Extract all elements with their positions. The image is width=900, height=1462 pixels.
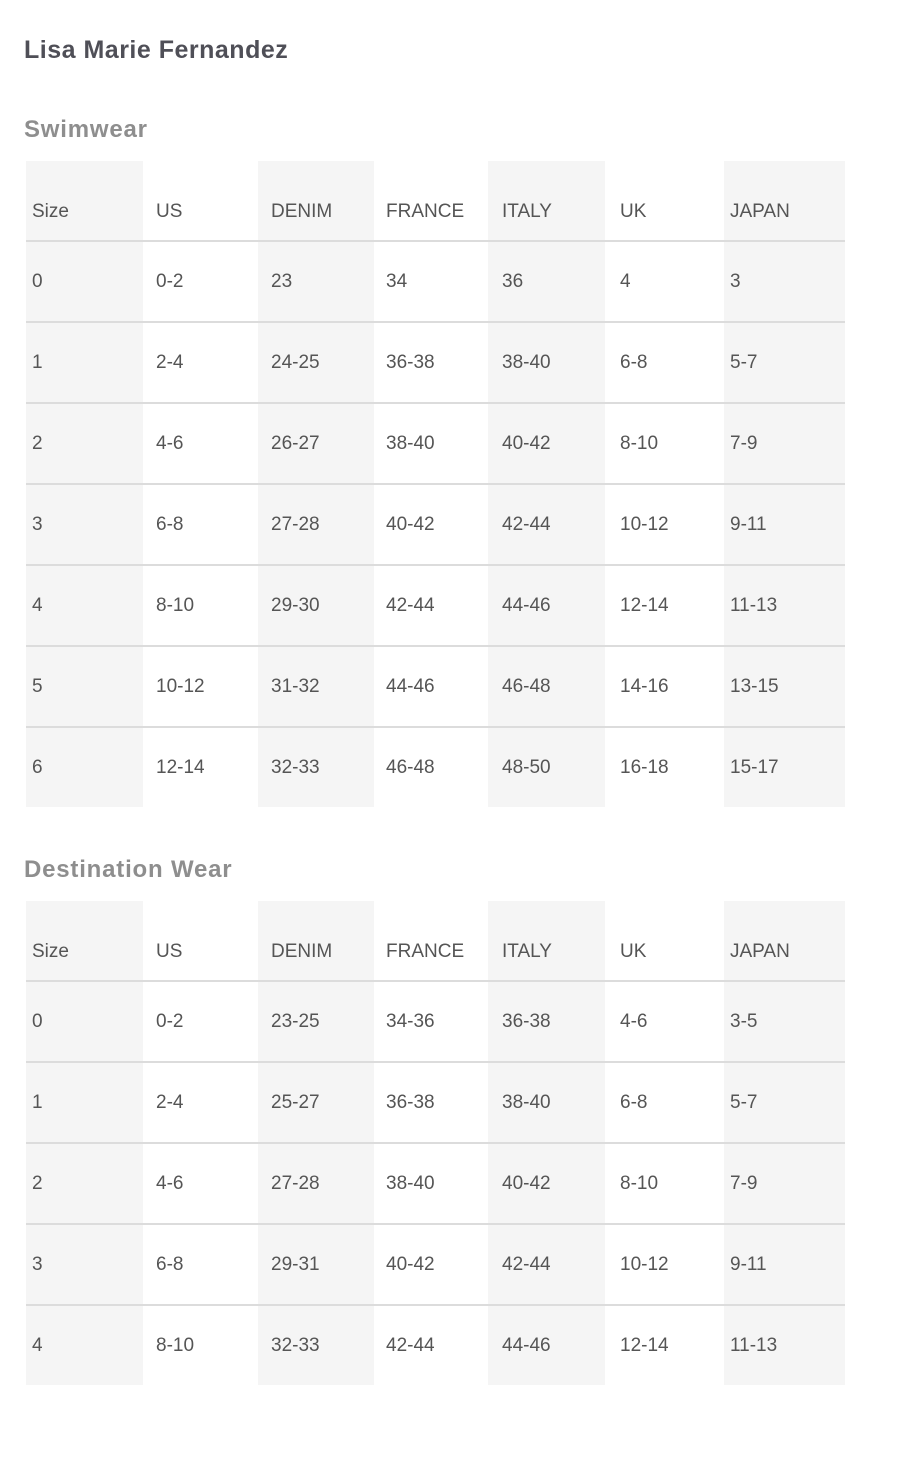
column-header-denim: DENIM bbox=[258, 161, 374, 241]
cell-france: 34 bbox=[374, 241, 488, 322]
section-title-swimwear: Swimwear bbox=[24, 116, 148, 143]
cell-japan: 3 bbox=[724, 241, 845, 322]
cell-italy: 38-40 bbox=[488, 322, 605, 403]
cell-italy: 46-48 bbox=[488, 646, 605, 727]
cell-denim: 27-28 bbox=[258, 484, 374, 565]
column-header-italy: ITALY bbox=[488, 901, 605, 981]
cell-size: 2 bbox=[26, 403, 143, 484]
cell-italy: 40-42 bbox=[488, 1143, 605, 1224]
cell-uk: 12-14 bbox=[620, 1334, 669, 1356]
cell-italy: 42-44 bbox=[488, 484, 605, 565]
cell-uk: 10-12 bbox=[605, 484, 724, 565]
table-row bbox=[26, 981, 845, 1062]
table-row bbox=[26, 484, 845, 565]
cell-denim: 26-27 bbox=[258, 403, 374, 484]
cell-uk: 8-10 bbox=[605, 403, 724, 484]
cell-japan: 13-15 bbox=[724, 646, 845, 727]
cell-denim: 29-31 bbox=[258, 1224, 374, 1305]
column-header-france: FRANCE bbox=[374, 901, 488, 981]
cell-size: 1 bbox=[26, 1062, 143, 1143]
cell-france: 38-40 bbox=[374, 1143, 488, 1224]
table-row bbox=[26, 1305, 845, 1385]
cell-size: 4 bbox=[26, 565, 143, 646]
cell-italy: 36-38 bbox=[488, 981, 605, 1062]
cell-italy: 40-42 bbox=[488, 403, 605, 484]
cell-france: 44-46 bbox=[374, 646, 488, 727]
cell-uk: 4-6 bbox=[605, 981, 724, 1062]
table-header-row bbox=[26, 161, 845, 241]
cell-japan: 3-5 bbox=[724, 981, 845, 1062]
cell-size: 0 bbox=[26, 241, 143, 322]
cell-denim: 23-25 bbox=[258, 981, 374, 1062]
column-header-us: US bbox=[143, 901, 258, 981]
column-header-uk: UK bbox=[605, 161, 724, 241]
cell-size: 1 bbox=[26, 322, 143, 403]
cell-size: 3 bbox=[26, 1224, 143, 1305]
table-row bbox=[26, 1224, 845, 1305]
table-row bbox=[26, 403, 845, 484]
cell-france: 42-44 bbox=[386, 1334, 435, 1356]
cell-japan: 9-11 bbox=[724, 484, 845, 565]
table-row bbox=[26, 1062, 845, 1143]
cell-uk: 4 bbox=[605, 241, 724, 322]
cell-france: 38-40 bbox=[374, 403, 488, 484]
cell-denim: 29-30 bbox=[258, 565, 374, 646]
cell-france: 40-42 bbox=[374, 1224, 488, 1305]
column-header-japan: JAPAN bbox=[724, 901, 845, 981]
column-header-uk: UK bbox=[605, 901, 724, 981]
column-header-japan: JAPAN bbox=[724, 161, 845, 241]
cell-us: 8-10 bbox=[143, 565, 258, 646]
cell-italy: 36 bbox=[488, 241, 605, 322]
size-chart-destination-wear bbox=[26, 901, 845, 1385]
cell-us: 6-8 bbox=[143, 1224, 258, 1305]
cell-uk: 14-16 bbox=[605, 646, 724, 727]
cell-size: 5 bbox=[26, 646, 143, 727]
column-header-france: FRANCE bbox=[374, 161, 488, 241]
cell-us: 4-6 bbox=[143, 1143, 258, 1224]
cell-denim: 23 bbox=[258, 241, 374, 322]
section-title-destination-wear: Destination Wear bbox=[24, 856, 233, 883]
cell-japan: 5-7 bbox=[724, 1062, 845, 1143]
cell-japan: 5-7 bbox=[724, 322, 845, 403]
cell-size: 0 bbox=[26, 981, 143, 1062]
cell-japan: 9-11 bbox=[724, 1224, 845, 1305]
cell-uk: 12-14 bbox=[605, 565, 724, 646]
column-header-size: Size bbox=[26, 161, 143, 241]
cell-size: 6 bbox=[32, 756, 43, 778]
cell-france: 46-48 bbox=[386, 756, 435, 778]
table-header-row bbox=[26, 901, 845, 981]
cell-france: 40-42 bbox=[374, 484, 488, 565]
cell-italy: 44-46 bbox=[502, 1334, 551, 1356]
cell-size: 2 bbox=[26, 1143, 143, 1224]
column-header-size: Size bbox=[26, 901, 143, 981]
cell-france: 36-38 bbox=[374, 322, 488, 403]
table-row bbox=[26, 1143, 845, 1224]
table-row bbox=[26, 727, 845, 807]
table-row bbox=[26, 565, 845, 646]
cell-us: 10-12 bbox=[143, 646, 258, 727]
cell-italy: 38-40 bbox=[488, 1062, 605, 1143]
cell-us: 12-14 bbox=[156, 756, 205, 778]
cell-size: 4 bbox=[32, 1334, 43, 1356]
column-header-us: US bbox=[143, 161, 258, 241]
cell-italy: 44-46 bbox=[488, 565, 605, 646]
cell-us: 6-8 bbox=[143, 484, 258, 565]
cell-denim: 31-32 bbox=[258, 646, 374, 727]
cell-japan: 11-13 bbox=[730, 1334, 778, 1356]
cell-uk: 6-8 bbox=[605, 322, 724, 403]
cell-denim: 24-25 bbox=[258, 322, 374, 403]
cell-denim: 32-33 bbox=[271, 1334, 320, 1356]
cell-japan: 11-13 bbox=[724, 565, 845, 646]
brand-title: Lisa Marie Fernandez bbox=[24, 36, 289, 64]
cell-us: 2-4 bbox=[143, 322, 258, 403]
cell-france: 34-36 bbox=[374, 981, 488, 1062]
column-header-denim: DENIM bbox=[258, 901, 374, 981]
cell-us: 2-4 bbox=[143, 1062, 258, 1143]
cell-us: 0-2 bbox=[143, 981, 258, 1062]
cell-denim: 27-28 bbox=[258, 1143, 374, 1224]
cell-us: 8-10 bbox=[156, 1334, 195, 1356]
cell-size: 3 bbox=[26, 484, 143, 565]
cell-france: 42-44 bbox=[374, 565, 488, 646]
table-row bbox=[26, 322, 845, 403]
table-row bbox=[26, 646, 845, 727]
column-header-italy: ITALY bbox=[488, 161, 605, 241]
cell-uk: 8-10 bbox=[605, 1143, 724, 1224]
cell-uk: 6-8 bbox=[605, 1062, 724, 1143]
cell-italy: 42-44 bbox=[488, 1224, 605, 1305]
table-row bbox=[26, 241, 845, 322]
cell-japan: 7-9 bbox=[724, 1143, 845, 1224]
cell-denim: 25-27 bbox=[258, 1062, 374, 1143]
cell-us: 4-6 bbox=[143, 403, 258, 484]
cell-us: 0-2 bbox=[143, 241, 258, 322]
size-chart-swimwear bbox=[26, 161, 845, 807]
cell-italy: 48-50 bbox=[502, 756, 551, 778]
cell-uk: 10-12 bbox=[605, 1224, 724, 1305]
cell-uk: 16-18 bbox=[620, 756, 669, 778]
cell-denim: 32-33 bbox=[271, 756, 320, 778]
cell-japan: 15-17 bbox=[730, 756, 779, 778]
cell-japan: 7-9 bbox=[724, 403, 845, 484]
cell-france: 36-38 bbox=[374, 1062, 488, 1143]
